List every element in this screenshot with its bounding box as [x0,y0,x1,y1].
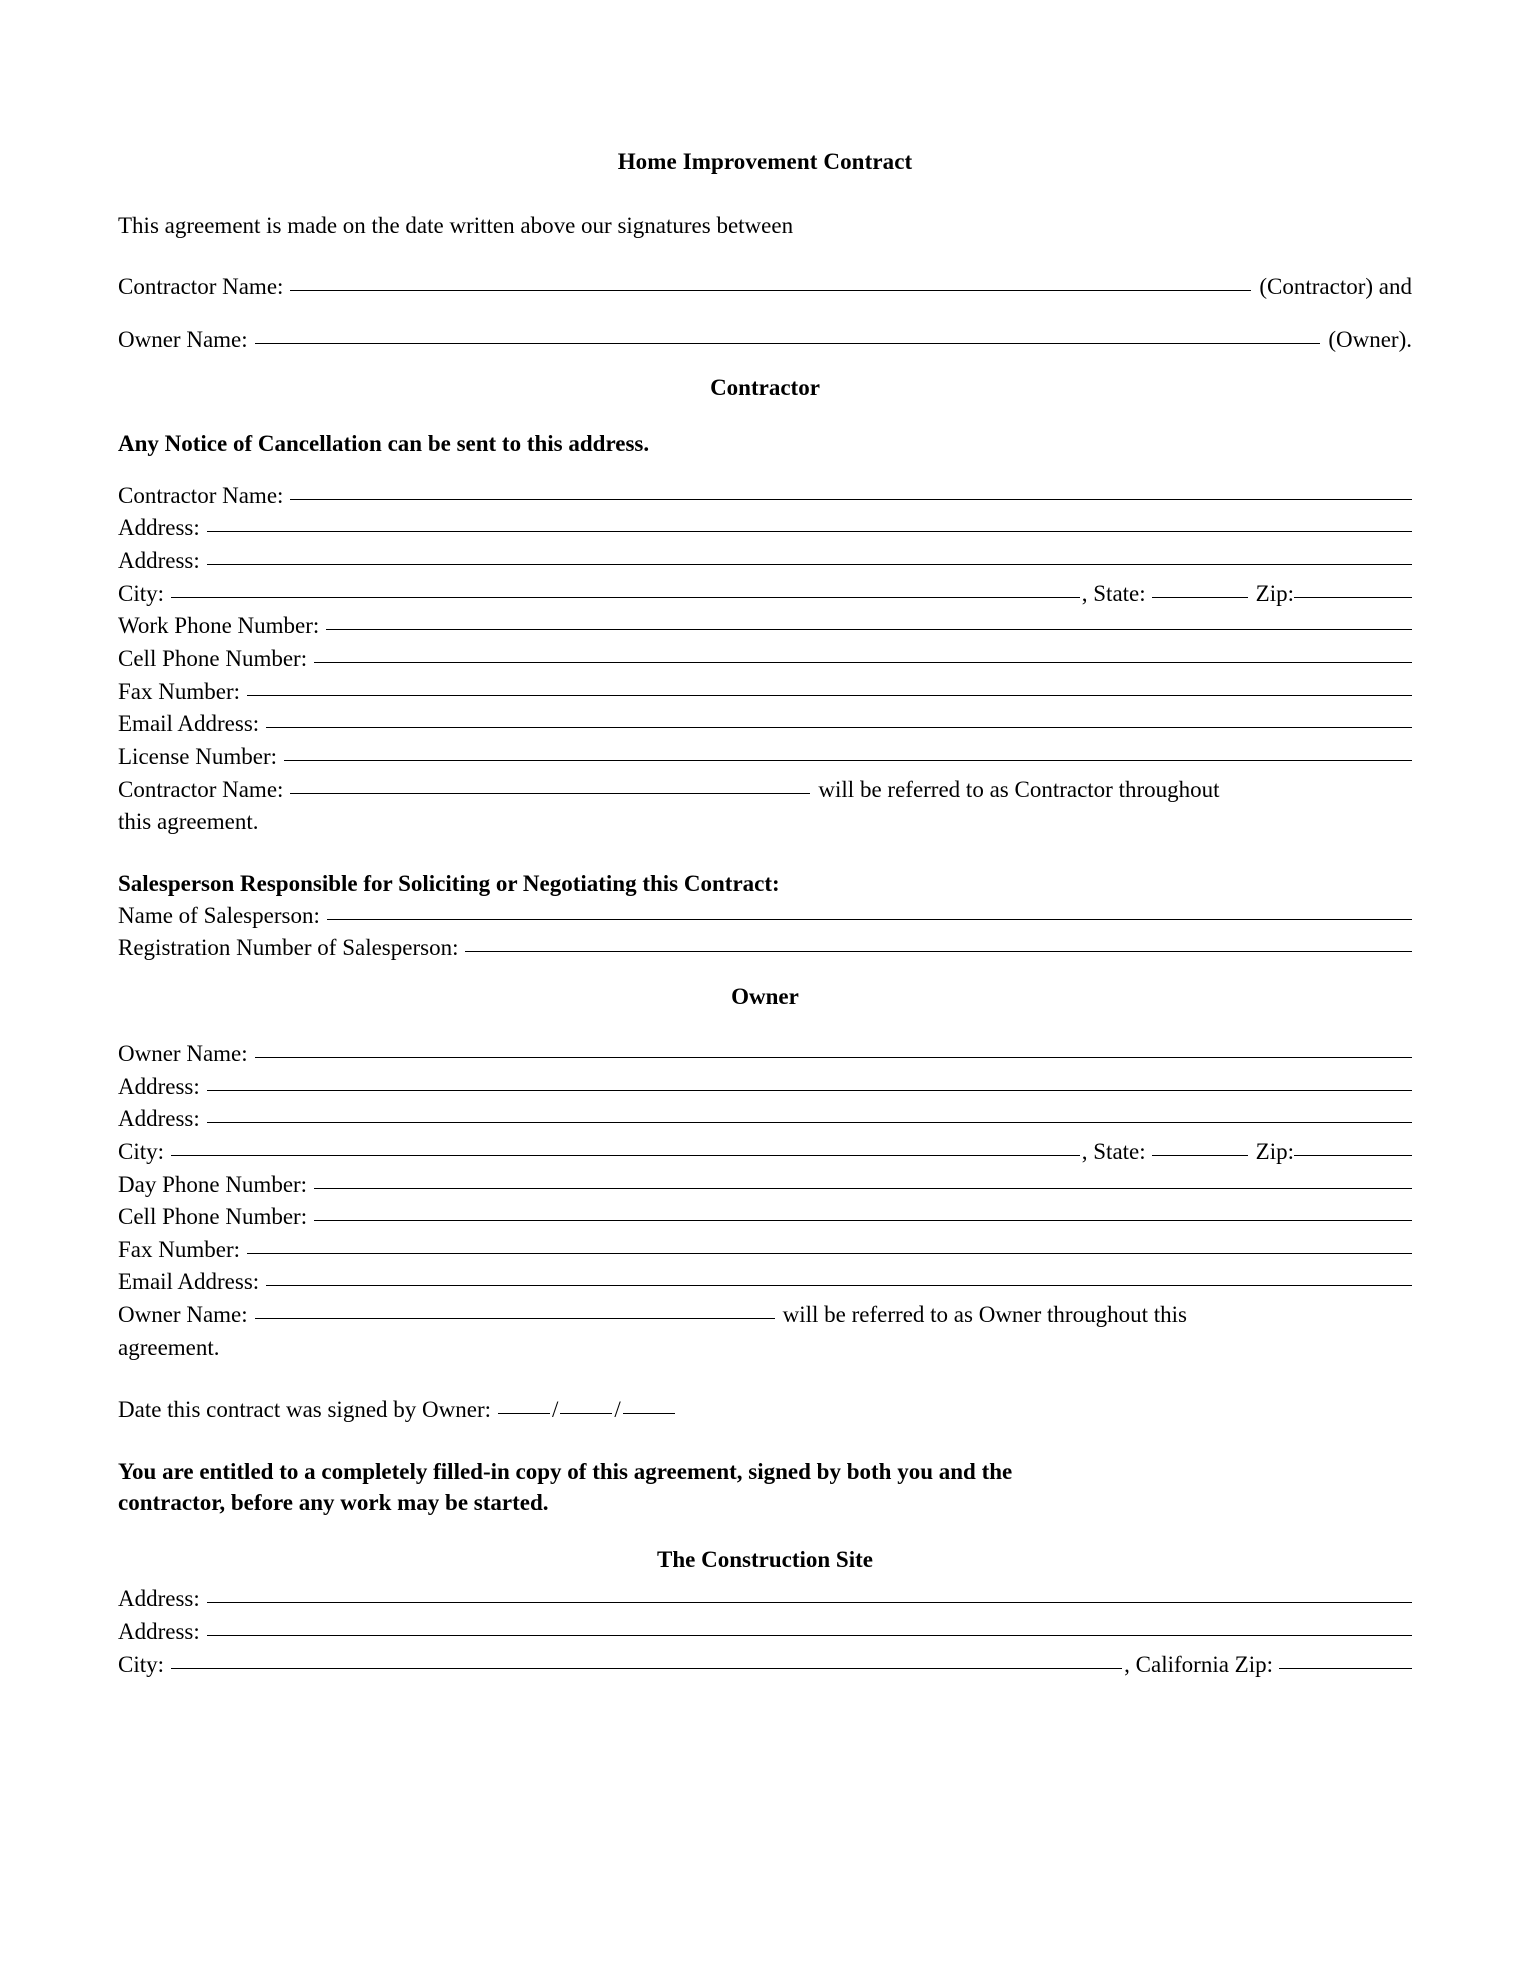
contractor-address1-input[interactable] [207,531,1412,532]
contractor-address2-label: Address: [118,548,200,574]
site-address1-input[interactable] [207,1602,1412,1603]
contractor-fields-block [118,480,1412,839]
owner-city-input[interactable] [171,1155,1080,1156]
owner-address2-label: Address: [118,1106,200,1132]
owner-referral-label: Owner Name: [118,1302,248,1328]
owner-email-label: Email Address: [118,1269,260,1295]
contractor-email-label: Email Address: [118,711,260,737]
owner-state-label: , State: [1081,1138,1146,1164]
owner-address2-row[interactable] [118,1103,1412,1136]
site-city-input[interactable] [171,1668,1122,1669]
owner-address2-input[interactable] [207,1122,1412,1123]
contractor-referral-label: Contractor Name: [118,776,284,802]
salesperson-name-row[interactable] [118,900,1412,933]
contractor-name-label: Contractor Name: [118,482,284,508]
site-address1-row[interactable] [118,1583,1412,1616]
site-address2-input[interactable] [207,1635,1412,1636]
owner-name-label: Owner Name: [118,1040,248,1066]
contractor-referral-row[interactable] [118,774,1412,807]
salesperson-registration-input[interactable] [465,951,1412,952]
owner-day-phone-label: Day Phone Number: [118,1171,308,1197]
party-owner-name-label: Owner Name: [118,326,248,352]
site-address2-row[interactable] [118,1616,1412,1649]
contractor-fax-label: Fax Number: [118,678,241,704]
contractor-license-label: License Number: [118,744,278,770]
owner-date-slash-2: / [614,1397,621,1423]
contractor-address1-label: Address: [118,515,200,541]
contractor-referral-text: will be referred to as Contractor throughout [818,776,1220,802]
contractor-license-row[interactable] [118,741,1412,774]
contractor-state-label: , State: [1081,580,1146,606]
owner-zip-input[interactable] [1294,1155,1412,1156]
party-contractor-suffix: (Contractor) and [1259,273,1412,299]
owner-cell-phone-label: Cell Phone Number: [118,1204,308,1230]
contractor-city-input[interactable] [171,597,1080,598]
site-zip-input[interactable] [1279,1668,1412,1669]
owner-fax-input[interactable] [247,1253,1412,1254]
contractor-referral-input[interactable] [290,793,810,794]
owner-city-state-zip-row[interactable] [118,1136,1412,1169]
contractor-referral-continuation: this agreement. [118,809,259,835]
owner-fields-block [118,1038,1412,1365]
owner-fax-label: Fax Number: [118,1236,241,1262]
salesperson-registration-label: Registration Number of Salesperson: [118,935,459,961]
site-address2-label: Address: [118,1618,200,1644]
intro-paragraph: This agreement is made on the date written above our signatures between [118,213,794,238]
site-city-zip-row[interactable] [118,1649,1412,1682]
contractor-address2-input[interactable] [207,564,1412,565]
contractor-name-input[interactable] [290,499,1412,500]
site-city-label: City: [118,1651,165,1677]
party-owner-name-input[interactable] [255,343,1321,344]
contractor-license-input[interactable] [284,760,1412,761]
owner-referral-row[interactable] [118,1299,1412,1332]
salesperson-section-heading: Salesperson Responsible for Soliciting or Negotiating this Contract: [118,871,780,896]
contractor-zip-label: Zip: [1255,580,1294,606]
contractor-address1-row[interactable] [118,512,1412,545]
construction-site-heading: The Construction Site [657,1547,873,1573]
owner-referral-continuation: agreement. [118,1334,220,1360]
page-title: Home Improvement Contract [617,149,913,174]
site-california-zip-label: , California Zip: [1124,1651,1273,1677]
owner-city-label: City: [118,1138,165,1164]
contractor-work-phone-input[interactable] [326,629,1412,630]
owner-address1-input[interactable] [207,1090,1412,1091]
owner-address1-label: Address: [118,1073,200,1099]
party-owner-name-row[interactable] [118,324,1412,357]
contractor-email-row[interactable] [118,708,1412,741]
owner-zip-label: Zip: [1255,1138,1294,1164]
owner-day-phone-input[interactable] [314,1188,1412,1189]
owner-date-year-input[interactable] [623,1413,675,1414]
owner-day-phone-row[interactable] [118,1169,1412,1202]
salesperson-name-input[interactable] [327,919,1412,920]
cancellation-notice: Any Notice of Cancellation can be sent to this address. [118,431,650,457]
owner-referral-text: will be referred to as Owner throughout this [782,1302,1187,1328]
party-contractor-name-row[interactable] [118,271,1412,304]
owner-referral-input[interactable] [255,1318,775,1319]
contractor-cell-phone-row[interactable] [118,643,1412,676]
contractor-email-input[interactable] [266,727,1412,728]
construction-site-fields-block [118,1583,1412,1681]
contractor-fax-input[interactable] [247,695,1412,696]
owner-cell-phone-input[interactable] [314,1220,1412,1221]
party-contractor-name-label: Contractor Name: [118,273,284,299]
owner-date-day-input[interactable] [560,1413,612,1414]
contractor-fax-row[interactable] [118,676,1412,709]
salesperson-fields-block [118,900,1412,965]
owner-date-month-input[interactable] [498,1413,550,1414]
owner-email-row[interactable] [118,1266,1412,1299]
entitlement-notice-line1: You are entitled to a completely filled-in copy of this agreement, signed by both you and the [118,1459,1013,1485]
owner-cell-phone-row[interactable] [118,1201,1412,1234]
contractor-work-phone-label: Work Phone Number: [118,613,320,639]
contractor-work-phone-row[interactable] [118,610,1412,643]
owner-date-signed-row[interactable] [118,1394,1412,1427]
entitlement-notice [118,1457,1412,1518]
party-owner-suffix: (Owner). [1328,326,1412,352]
contractor-name-row[interactable] [118,480,1412,513]
entitlement-notice-line2: contractor, before any work may be started. [118,1489,549,1515]
owner-fax-row[interactable] [118,1234,1412,1267]
contractor-city-state-zip-row[interactable] [118,578,1412,611]
contractor-city-label: City: [118,580,165,606]
contractor-cell-phone-label: Cell Phone Number: [118,646,308,672]
owner-email-input[interactable] [266,1285,1412,1286]
owner-date-signed-label: Date this contract was signed by Owner: [118,1397,492,1423]
contractor-state-input[interactable] [1152,597,1248,598]
party-contractor-name-input[interactable] [290,290,1251,291]
site-address1-label: Address: [118,1586,200,1612]
owner-state-input[interactable] [1152,1155,1248,1156]
salesperson-name-label: Name of Salesperson: [118,902,320,928]
contractor-section-heading: Contractor [710,375,820,401]
owner-name-row[interactable] [118,1038,1412,1071]
contractor-cell-phone-input[interactable] [314,662,1412,663]
owner-section-heading: Owner [731,983,799,1009]
owner-address1-row[interactable] [118,1071,1412,1104]
owner-date-slash-1: / [552,1397,559,1423]
salesperson-registration-row[interactable] [118,932,1412,965]
contractor-zip-input[interactable] [1294,597,1412,598]
owner-name-input[interactable] [255,1057,1412,1058]
contractor-address2-row[interactable] [118,545,1412,578]
